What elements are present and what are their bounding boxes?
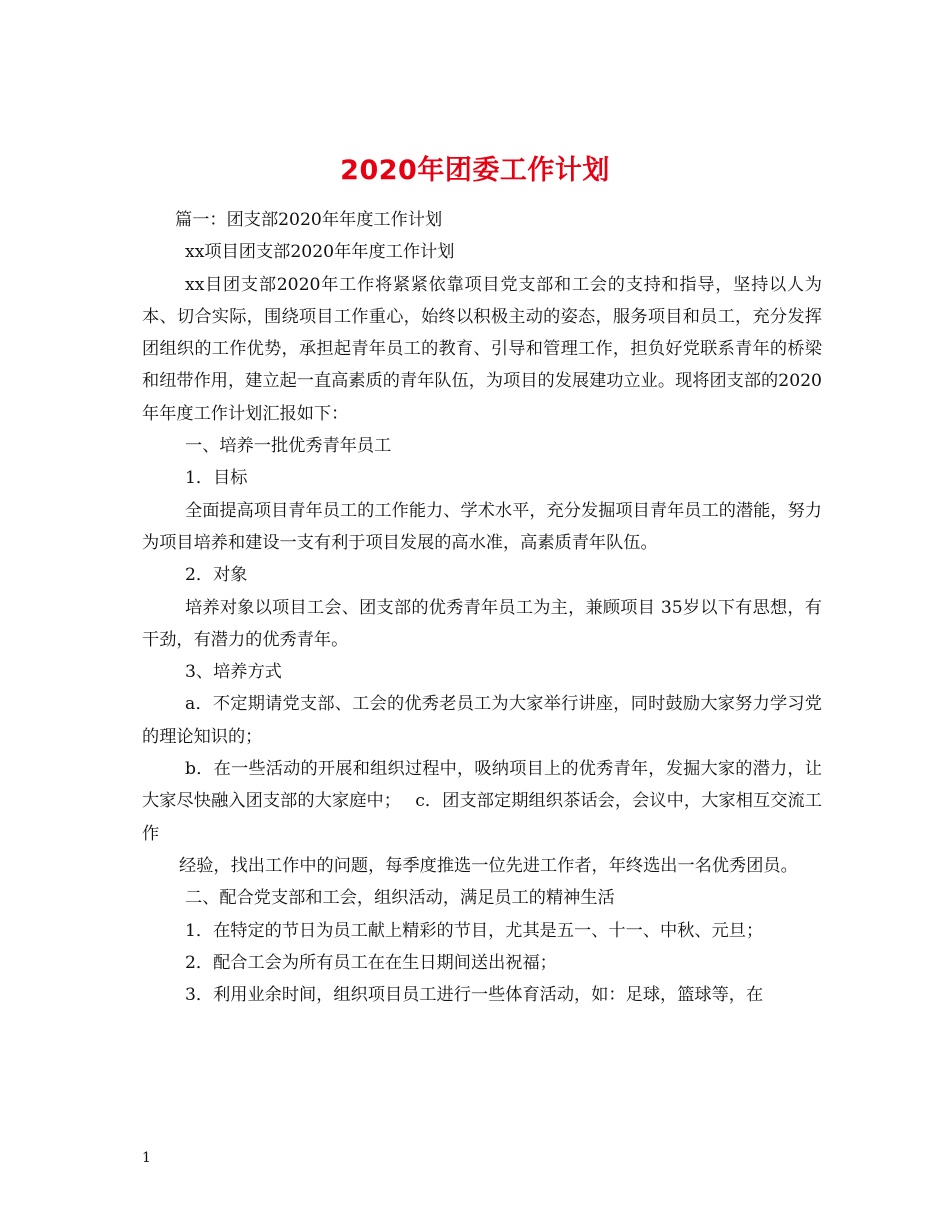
paragraph-activity-3: 3．利用业余时间，组织项目员工进行一些体育活动，如：足球，篮球等，在: [185, 985, 764, 1006]
paragraph-goal-text: 全面提高项目青年员工的工作能力、学术水平，充分发掘项目青年员工的潜能，努力为项目培养和建设一支有利于项目发展的高水准，高素质青年队伍。: [142, 500, 822, 553]
paragraph-method-c-continued: 经验，找出工作中的问题，每季度推选一位先进工作者，年终选出一名优秀团员。: [179, 855, 798, 876]
paragraph-goal-heading: 1．目标: [185, 468, 248, 489]
paragraph-heading-part-one: 篇一：团支部2020年年度工作计划: [175, 210, 443, 230]
paragraph-section-one-heading: 一、培养一批优秀青年员工: [185, 436, 392, 457]
paragraph-method-heading: 3、培养方式: [185, 662, 282, 683]
paragraph-method-b-c: b．在一些活动的开展和组织过程中，吸纳项目上的优秀青年，发掘大家的潜力，让大家尽快融入团支部的大家庭中； c．团支部定期组织茶话会，会议中，大家相互交流工作: [142, 759, 822, 844]
paragraph-activity-1: 1．在特定的节日为员工献上精彩的节目，尤其是五一、十一、中秋、元旦；: [185, 920, 764, 941]
paragraph-method-a: a．不定期请党支部、工会的优秀老员工为大家举行讲座，同时鼓励大家努力学习党的理论知识的；: [142, 694, 822, 747]
page-number: 1: [142, 1150, 151, 1166]
document-body: [142, 204, 822, 1011]
document-title: 2020年团委工作计划: [340, 155, 610, 187]
paragraph-section-two-heading: 二、配合党支部和工会，组织活动，满足员工的精神生活: [185, 888, 615, 909]
paragraph-target-heading: 2．对象: [185, 565, 248, 586]
paragraph-plan-title: xx项目团支部2020年年度工作计划: [185, 242, 455, 263]
paragraph-activity-2: 2．配合工会为所有员工在在生日期间送出祝福；: [185, 952, 557, 973]
paragraph-target-text: 培养对象以项目工会、团支部的优秀青年员工为主，兼顾项目 35岁以下有思想，有干劲，有潜力的优秀青年。: [142, 597, 822, 650]
paragraph-introduction: xx目团支部2020年工作将紧紧依靠项目党支部和工会的支持和指导，坚持以人为本、切合实际，围绕项目工作重心，始终以积极主动的姿态，服务项目和员工，充分发挥团组织的工作优势，承担起青年员工的教育、引导和管理工作，担负好党联系青年的桥梁和纽带作用，建立起一直高素质的青年队伍，为项目的发展建功立业。现将团支部的2020年年度工作计划汇报如下：: [142, 274, 822, 424]
